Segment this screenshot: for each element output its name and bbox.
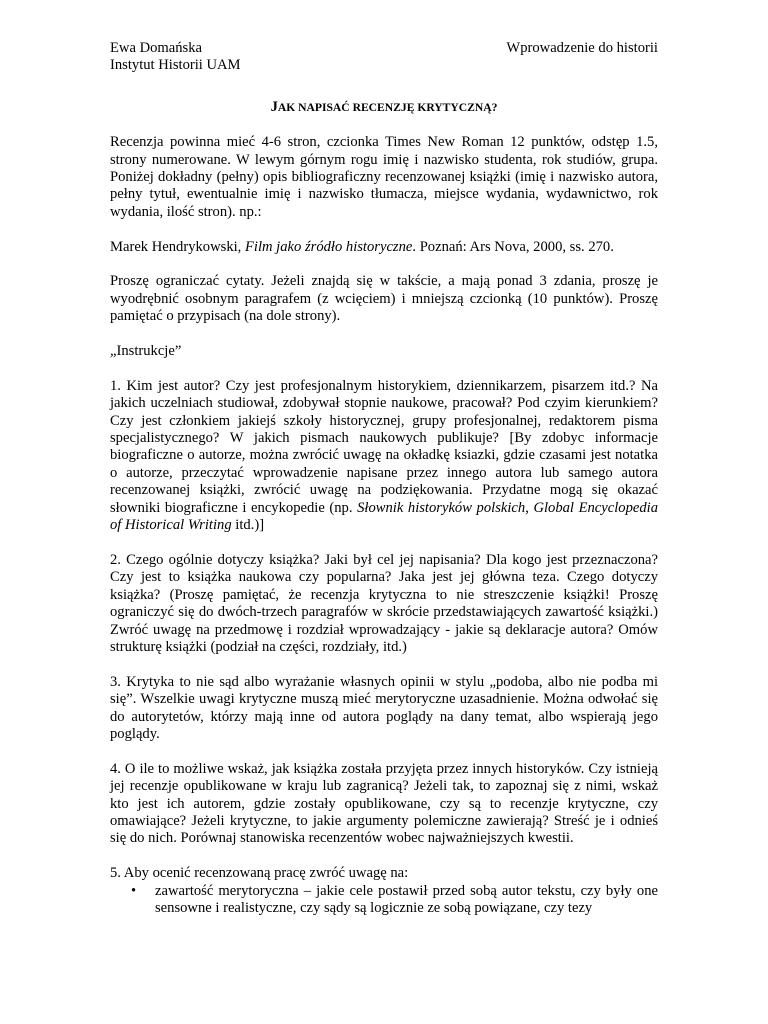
point-1-end: itd.)] — [231, 517, 265, 534]
header-left — [110, 40, 241, 75]
author-name: Ewa Domańska — [110, 40, 202, 56]
institute-name: Instytut Historii UAM — [110, 57, 241, 74]
bullet-icon: • — [131, 882, 137, 899]
title-rest: AK NAPISAĆ RECENZJĘ KRYTYCZNĄ? — [277, 100, 498, 114]
example-author: Marek Hendrykowski, — [110, 238, 245, 255]
point-1-sep: , — [525, 499, 534, 516]
intro-paragraph: Recenzja powinna mieć 4-6 stron, czcionka Times New Roman 12 punktów, odstęp 1.5, strony numerowane. W lewym górnym rogu imię i nazwisko studenta, rok studiów, grupa. Poniżej dokładny (pełny) opis bibliograficzny recenzowanej książki (imię i nazwisko autora, pełny tytuł, ewentualnie imię i nazwisko tłumacza, miejsce wydania, wydawnictwo, rok wydania, ilość stron). np.: — [110, 134, 658, 220]
course-name: Wprowadzenie do historii — [506, 40, 658, 56]
example-title: Film jako źródło historyczne — [244, 238, 413, 255]
point-5: 5. Aby ocenić recenzowaną pracę zwróć uwagę na: — [110, 865, 409, 882]
quotes-paragraph: Proszę ograniczać cytaty. Jeżeli znajdą się w takście, a mają ponad 3 zdania, proszę je wyodrębnić osobnym paragrafem (z wcięciem) i mniejszą czcionką (10 punktów). Proszę pamiętać o przypisach (na dole strony). — [110, 273, 658, 325]
point-1-text: 1. Kim jest autor? Czy jest profesjonalnym historykiem, dziennikarzem, pisarzem itd.? Na jakich uczelniach studiował, zdobywał stopnie naukowe, pracował? Pod czyim kierunkiem? Czy jest członkiem jakiejś szkoły historycznej, grupy profesjonalnej, redaktorem pisma specjalistycznego? W jakich pismach naukowych publikuje? [By zdobyc informacje biograficzne o autorze, można zwrócić uwagę na okładkę ksiazki, gdzie czasami jest notatka o autorze, przeczytać wprowadzenie napisane przez innego autora lub samego autora recenzowanej książki, zwrócić uwagę na podziękowania. Przydatne mogą się okazać słowniki biograficzne i encykopedie (np. — [110, 377, 658, 516]
instructions-heading: „Instrukcje” — [110, 343, 182, 360]
example-citation — [110, 239, 658, 256]
document-page — [110, 40, 658, 917]
point-3: 3. Krytyka to nie sąd albo wyrażanie własnych opinii w stylu „podoba, albo nie podba mi się”. Wszelkie uwagi krytyczne muszą mieć merytoryczne uzasadnienie. Można odwołać się do autorytetów, którzy mają inne od autora poglądy na dany temat, albo wspierają jego poglądy. — [110, 673, 658, 742]
criteria-list — [110, 883, 658, 918]
title-first-letter: J — [270, 98, 278, 115]
point-1-italic-1: Słownik historyków polskich — [357, 499, 526, 516]
example-rest: . Poznań: Ars Nova, 2000, ss. 270. — [412, 238, 614, 255]
list-item — [110, 883, 658, 918]
list-item-text: zawartość merytoryczna – jakie cele postawił przed sobą autor tekstu, czy były one sensowne i realistyczne, czy sądy są logicznie ze sobą powiązane, czy tezy — [155, 882, 658, 916]
page-header — [110, 40, 658, 75]
point-4: 4. O ile to możliwe wskaż, jak książka została przyjęta przez innych historyków. Czy istnieją jej recenzje opublikowane w kraju lub zagranicą? Jeżeli tak, to zapoznaj się z nimi, wskaż kto jest ich autorem, gdzie zostały opublikowane, czy są to recenzje krytyczne, czy omawiające? Jeżeli krytyczne, to jakie argumenty polemiczne zawierają? Streść je i odnieś się do nich. Porównaj stanowiska recenzentów wobec najważniejszych kwestii. — [110, 760, 658, 847]
point-1 — [110, 378, 658, 535]
document-title — [110, 99, 658, 116]
point-1-italic-2: Global Encyclopedia of Historical Writing — [110, 499, 658, 534]
point-2: 2. Czego ogólnie dotyczy książka? Jaki był cel jej napisania? Dla kogo jest przeznaczona? Czy jest to książka naukowa czy popularna? Jaka jest jej główna teza. Czego dotyczy książka? (Proszę pamiętać, że recenzja krytyczna to nie streszczenie książki! Proszę ograniczyć się do dwóch-trzech paragrafów w skrócie przedstawiających zawartość książki.) Zwróć uwagę na przedmowę i rozdział wprowadzający - jakie są deklaracje autora? Omów strukturę książki (podział na części, rozdziały, itd.) — [110, 551, 658, 655]
